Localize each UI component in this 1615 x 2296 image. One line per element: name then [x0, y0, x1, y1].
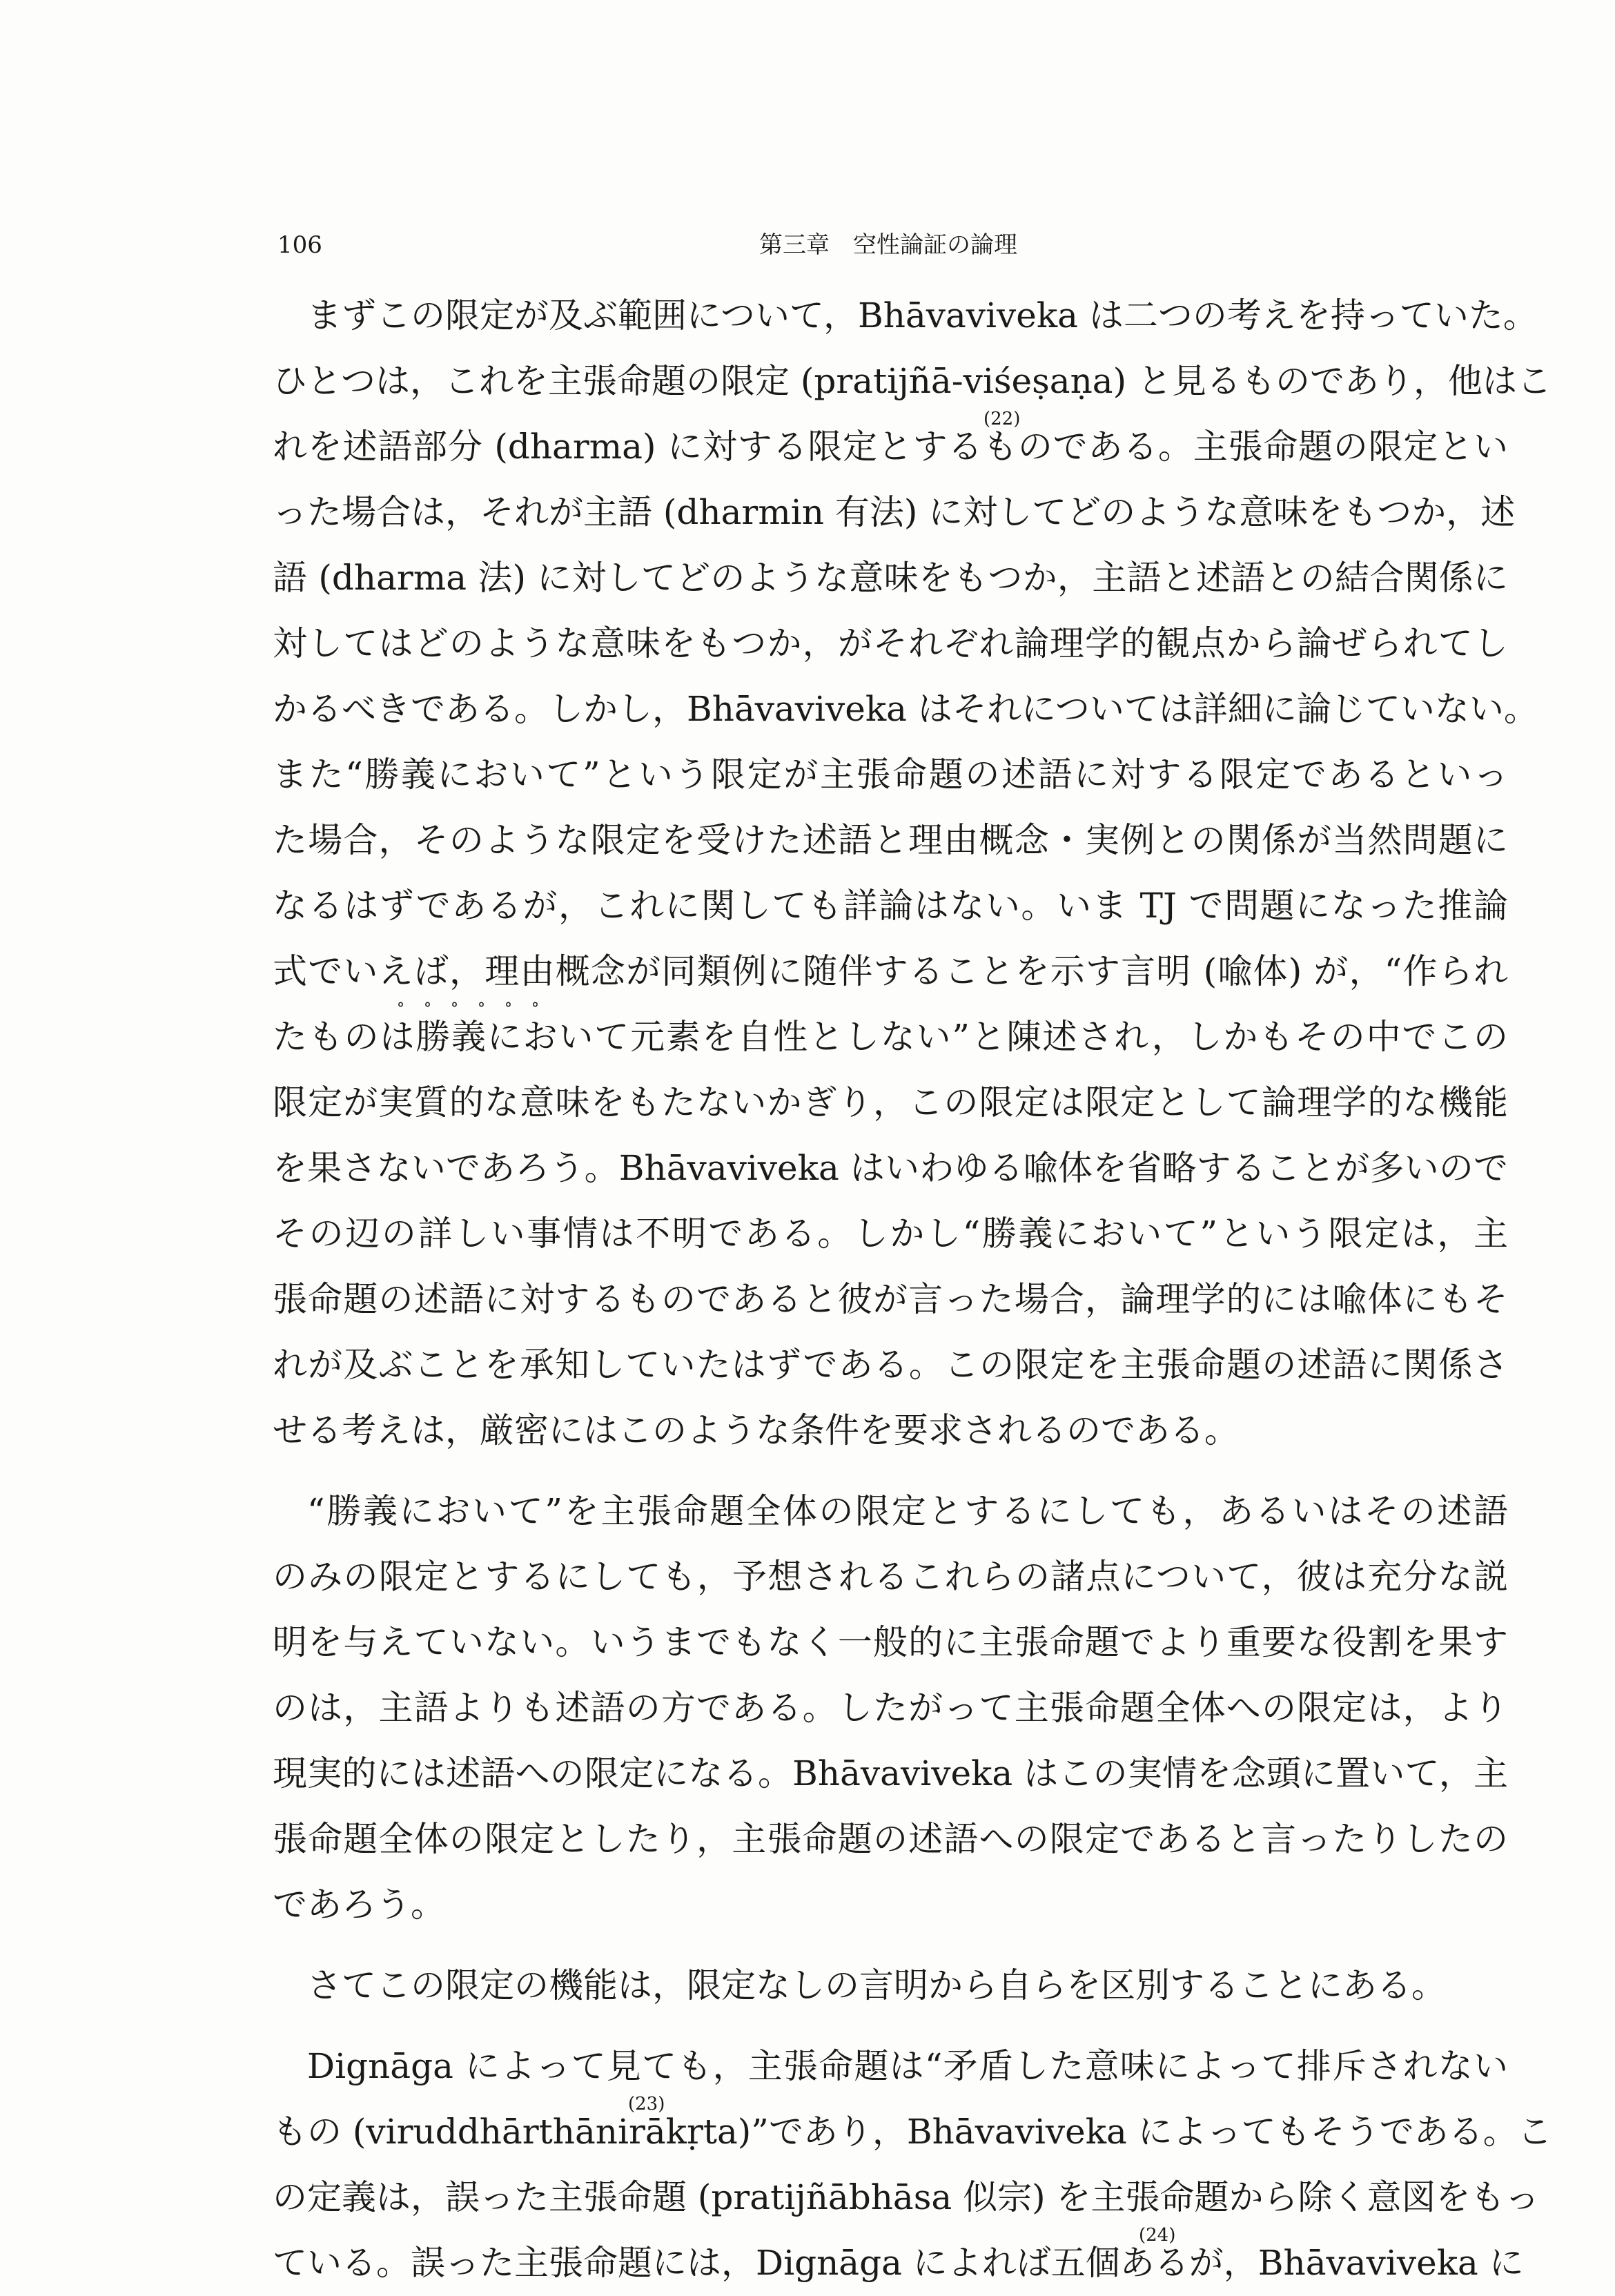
page-header: [277, 228, 1499, 262]
text-line: 語 (dharma 法) に対してどのような意味をもつか，主語と述語との結合関係に: [273, 558, 1508, 598]
text-line: 現実的には述語への限定になる。Bhāvaviveka はこの実情を念頭に置いて，主: [273, 1753, 1508, 1793]
footnote-marker-24: (24): [1139, 2225, 1176, 2246]
text-line: 限定が実質的な意味をもたないかぎり，この限定は限定として論理学的な機能: [273, 1082, 1508, 1122]
text-line: [273, 1000, 1508, 1070]
text-line-content: もの (viruddhārthānirākṛta)”であり，Bhāvaviveka によってもそうである。こ: [273, 2112, 1552, 2152]
text-line: のみの限定とするにしても，予想されるこれらの諸点について，彼は充分な説: [273, 1557, 1508, 1597]
text-line: のは，主語よりも述語の方である。したがって主張命題全体への限定は，より: [273, 1688, 1508, 1728]
text-line: Dignāga によって見ても，主張命題は“矛盾した意味によって排斥されない: [307, 2046, 1508, 2086]
text-line: れが及ぶことを承知していたはずである。この限定を主張命題の述語に関係さ: [273, 1345, 1508, 1385]
text-line: [273, 2225, 1524, 2296]
footnote-marker-22: (22): [983, 409, 1021, 429]
text-line: 張命題全体の限定としたり，主張命題の述語への限定であると言ったりしたの: [273, 1819, 1508, 1859]
text-line: せる考えは，厳密にはこのような条件を要求されるのである。: [273, 1410, 1239, 1450]
text-line: 張命題の述語に対するものであると彼が言った場合，論理学的には喩体にもそ: [273, 1279, 1508, 1319]
text-line: であろう。: [273, 1885, 445, 1925]
text-line-content: たものは勝義において元素を自性としない”と陳述され，しかもその中でこの: [273, 1017, 1508, 1057]
text-line: った場合は，それが主語 (dharmin 有法) に対してどのような意味をもつか，述: [273, 492, 1516, 532]
text-line: さてこの限定の機能は，限定なしの言明から自らを区別することにある。: [307, 1965, 1446, 2005]
text-line: また“勝義において”という限定が主張命題の述語に対する限定であるといっ: [273, 755, 1508, 795]
text-line: 明を与えていない。いうまでもなく一般的に主張命題でより重要な役割を果す: [273, 1622, 1508, 1662]
text-line-content: ている。誤った主張命題には，Dignāga によれば五個あるが，Bhāvaviveka に: [273, 2243, 1524, 2283]
text-line: 式でいえば，理由概念が同類例に随伴することを示す言明 (喩体) が，“作られ: [273, 951, 1508, 991]
text-line: た場合，そのような限定を受けた述語と理由概念・実例との関係が当然問題に: [273, 820, 1508, 860]
text-line: その辺の詳しい事情は不明である。しかし“勝義において”という限定は，主: [273, 1214, 1508, 1254]
text-line-content: れを述語部分 (dharma) に対する限定とするものである。主張命題の限定とい: [273, 427, 1508, 467]
text-line: を果さないであろう。Bhāvaviveka はいわゆる喩体を省略することが多いので: [273, 1148, 1508, 1188]
text-line: なるはずであるが，これに関しても詳論はない。いま TJ で問題になった推論: [273, 886, 1508, 926]
text-line: ひとつは，これを主張命題の限定 (pratijñā-viśeṣaṇa) と見るものであり，他はこ: [273, 361, 1552, 401]
page-number: 106: [277, 231, 322, 259]
running-title: 第三章 空性論証の論理: [759, 231, 1017, 259]
text-line: “勝義において”を主張命題全体の限定とするにしても，あるいはその述語: [307, 1491, 1508, 1531]
emphasis-dots: °°°°°°: [397, 1000, 558, 1018]
footnote-marker-23: (23): [628, 2094, 665, 2114]
body-text: [273, 283, 1552, 2296]
text-line: [273, 409, 1508, 480]
text-line: [273, 2094, 1552, 2165]
text-line: の定義は，誤った主張命題 (pratijñābhāsa 似宗) を主張命題から除く意図をもっ: [273, 2177, 1540, 2217]
text-line: かるべきである。しかし，Bhāvaviveka はそれについては詳細に論じていない。: [273, 689, 1538, 729]
text-line: 対してはどのような意味をもつか，がそれぞれ論理学的観点から論ぜられてし: [273, 623, 1508, 663]
text-line: まずこの限定が及ぶ範囲について，Bhāvaviveka は二つの考えを持っていた。: [307, 295, 1538, 335]
